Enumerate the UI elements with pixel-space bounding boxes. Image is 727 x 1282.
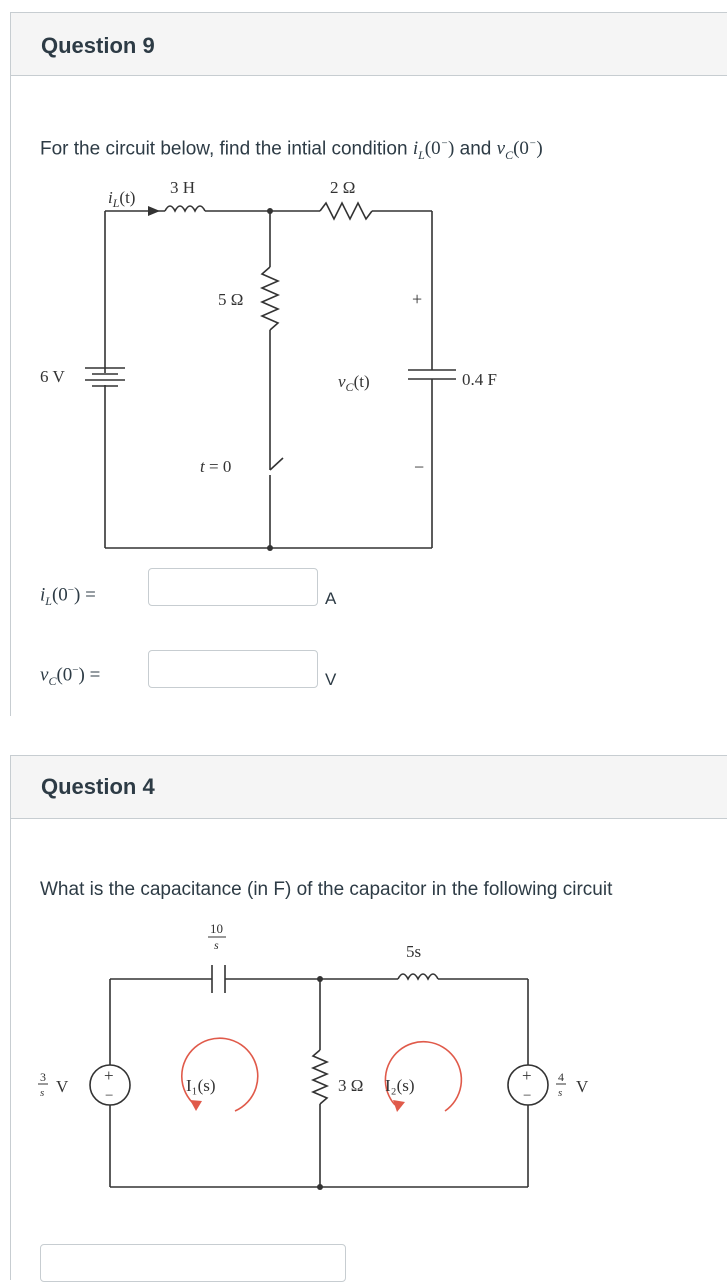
inductor-label: 3 H — [170, 178, 196, 197]
question-9-title: Question 9 — [41, 33, 155, 58]
left-source-minus: − — [105, 1088, 114, 1104]
source-label: 6 V — [40, 367, 65, 386]
right-source-unit: V — [576, 1077, 589, 1096]
resistor-2-label: 2 Ω — [330, 178, 356, 197]
answer-2-label: $v_C(0^-)$ = — [40, 664, 101, 689]
left-source-num: 3 — [40, 1070, 46, 1084]
question-9-prompt: For the circuit below, find the intial condition $i_L(0^-)$ and $v_C(0^-)$ — [40, 138, 543, 163]
cap-label-den: s — [214, 938, 219, 952]
prompt-il: $i_L(0^-)$ — [412, 138, 455, 163]
answer-1-label: $i_L(0^-)$ = — [40, 584, 96, 609]
answer-2-unit: V — [325, 670, 337, 689]
right-source-num: 4 — [558, 1070, 564, 1084]
right-source-plus: + — [522, 1066, 532, 1085]
resistor-3-label: 3 Ω — [338, 1076, 364, 1095]
cap-label-num: 10 — [210, 921, 223, 936]
question-4-circuit — [0, 915, 727, 1195]
question-4-prompt: What is the capacitance (in F) of the capacitor in the following circuit — [40, 879, 613, 900]
resistor-5-label: 5 Ω — [218, 290, 244, 309]
il-label: $i_L(t)$ — [108, 188, 136, 210]
mesh1-label: I₁(s) — [186, 1076, 216, 1095]
switch-label: t = 0 — [200, 457, 232, 476]
cap-plus: + — [412, 289, 423, 309]
prompt-vc: $v_C(0^-)$ — [496, 138, 543, 163]
capacitor-label: 0.4 F — [462, 370, 497, 389]
cap-minus: − — [414, 457, 425, 477]
prompt-text: For the circuit below, find the intial condition — [40, 138, 413, 160]
question-9-header — [10, 12, 727, 76]
question-4-title: Question 4 — [41, 774, 155, 799]
answer-vc-input[interactable] — [148, 650, 318, 688]
mesh2-label: I₂(s) — [385, 1076, 415, 1095]
inductor-label-5s: 5s — [406, 942, 422, 961]
answer-1-unit: A — [325, 589, 337, 608]
left-source-unit: V — [56, 1077, 69, 1096]
answer-il-input[interactable] — [148, 568, 318, 606]
question-9-circuit — [0, 175, 727, 555]
right-source-den: s — [558, 1087, 563, 1099]
answer-capacitance-input[interactable] — [40, 1244, 346, 1282]
right-source-minus: − — [523, 1088, 532, 1104]
left-source-plus: + — [104, 1066, 114, 1085]
question-4-header — [10, 755, 727, 819]
left-source-den: s — [40, 1087, 45, 1099]
vc-label: $v_C(t)$ — [338, 372, 370, 394]
